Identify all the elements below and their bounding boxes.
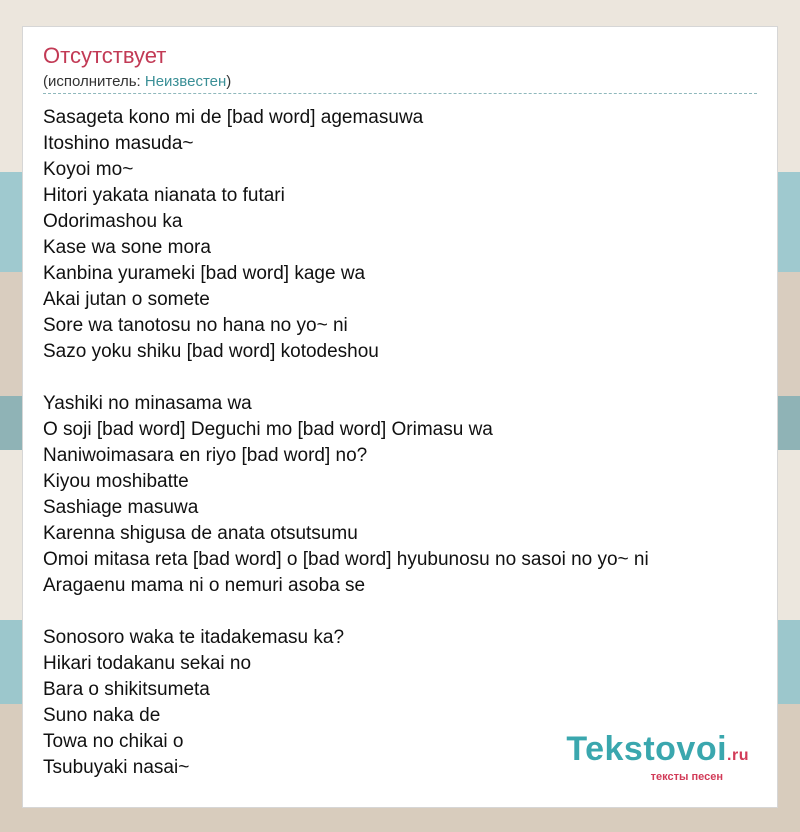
title-divider — [43, 93, 757, 94]
lyric-line: Hikari todakanu sekai no — [43, 653, 252, 674]
logo-wordmark — [566, 732, 749, 773]
lyric-line: Sasageta kono mi de [bad word] agemasuwa — [43, 107, 424, 128]
logo-main-text: Tekstovoi — [566, 730, 728, 768]
lyric-line: Hitori yakata nianata to futari — [43, 185, 285, 206]
stanza-gap — [43, 599, 649, 625]
site-logo[interactable] — [566, 732, 749, 783]
lyric-line: O soji [bad word] Deguchi mo [bad word] Orimasu wa — [43, 419, 493, 440]
lyric-line: Towa no chikai o — [43, 731, 184, 752]
lyric-line: Omoi mitasa reta [bad word] o [bad word] hyubunosu no sasoi no yo~ ni — [43, 549, 649, 570]
lyric-line: Tsubuyaki nasai~ — [43, 757, 190, 778]
artist-suffix: ) — [226, 73, 232, 90]
lyric-line: Sonosoro waka te itadakemasu ka? — [43, 627, 345, 648]
lyric-line: Bara o shikitsumeta — [43, 679, 210, 700]
lyric-line: Karenna shigusa de anata otsutsumu — [43, 523, 358, 544]
lyric-line: Suno naka de — [43, 705, 161, 726]
lyric-line: Aragaenu mama ni o nemuri asoba se — [43, 575, 366, 596]
artist-prefix: (исполнитель: — [43, 73, 145, 90]
lyric-line: Koyoi mo~ — [43, 159, 134, 180]
lyric-line: Sore wa tanotosu no hana no yo~ ni — [43, 315, 348, 336]
lyric-line: Sazo yoku shiku [bad word] kotodeshou — [43, 341, 379, 362]
lyric-line: Kase wa sone mora — [43, 237, 211, 258]
stanza-gap — [43, 365, 649, 391]
lyric-line: Akai jutan o somete — [43, 289, 210, 310]
artist-line — [43, 73, 231, 90]
lyric-line: Sashiage masuwa — [43, 497, 199, 518]
song-title: Отсутствует — [43, 43, 167, 68]
lyric-line: Naniwoimasara en riyo [bad word] no? — [43, 445, 368, 466]
lyrics-text — [43, 105, 649, 781]
artist-link[interactable]: Неизвестен — [144, 73, 227, 90]
lyric-line: Yashiki no minasama wa — [43, 393, 252, 414]
lyrics-card — [22, 26, 778, 808]
logo-tagline: тексты песен — [650, 771, 723, 783]
lyric-line: Kanbina yurameki [bad word] kage wa — [43, 263, 366, 284]
lyric-line: Odorimashou ka — [43, 211, 183, 232]
logo-tld: .ru — [727, 747, 749, 764]
lyric-line: Kiyou moshibatte — [43, 471, 189, 492]
lyric-line: Itoshino masuda~ — [43, 133, 194, 154]
